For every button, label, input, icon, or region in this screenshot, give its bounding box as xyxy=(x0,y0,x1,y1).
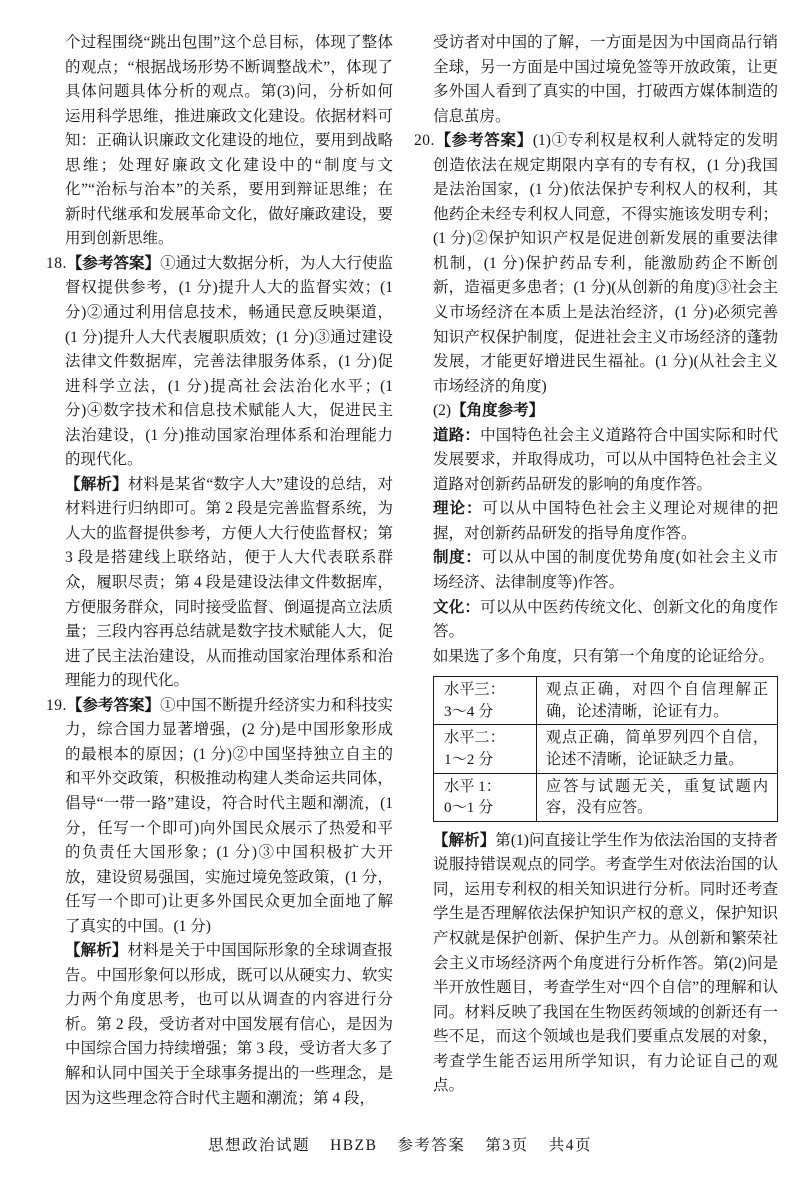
item-number-19: 19. xyxy=(46,696,67,714)
page-footer xyxy=(0,1133,800,1155)
rubric-row-level2 xyxy=(434,725,778,773)
paragraph-text: 受访者对中国的了解，一方面是因为中国商品行销全球，另一方面是中国过境免签等开放政策，让更多外国人看到了真实的中国，打破西方媒体制造的信息茧房。 xyxy=(433,34,778,125)
rubric-desc: 观点正确，对四个自信理解正确，论述清晰，论证有力。 xyxy=(546,681,768,720)
angle-reference-label: 【角度参考】 xyxy=(451,402,545,420)
analysis-20-paragraph xyxy=(414,829,778,1099)
paragraph-text: 材料是关于中国国际形象的全球调查报告。中国形象何以形成，既可以从硬实力、软实力两个角度思考，也可以从调查的内容进行分析。第 2 段，受访者对中国发展有信心，是因为中国综合国力持续增强；第 3 段，受访者大多了解和认同中国关于全球事务提出的一些理念，是因为这些理念符合时代主题和潮流；第 4 段， xyxy=(65,942,393,1107)
rubric-row-level1 xyxy=(434,773,778,821)
analysis-19-paragraph xyxy=(46,939,393,1111)
rubric-score: 0～1 分 xyxy=(444,799,494,817)
rubric-desc-cell xyxy=(537,677,778,725)
angle-reference-heading xyxy=(414,399,778,424)
rubric-level-cell xyxy=(434,773,537,821)
angle-culture-paragraph xyxy=(414,596,778,645)
angle-culture-label: 文化： xyxy=(433,598,481,616)
answer-20-paragraph xyxy=(414,129,778,399)
analysis-label: 【解析】 xyxy=(65,475,128,493)
paragraph-text: 可以从中国特色社会主义理论对规律的把握，对创新药品研发的指导角度作答。 xyxy=(433,500,778,542)
answer-19-paragraph xyxy=(46,694,393,939)
paragraph-text: 第(1)问直接让学生作为依法治国的支持者说服持错误观点的同学。考查学生对依法治国的认同，运用专利权的相关知识进行分析。同时还考查学生是否理解依法保护知识产权的意义，保护知识产权就是保护创新、保护生产力。从创新和繁荣社会主义市场经济两个角度进行分析作答。第(2)问是半开放性题目，考查学生对“四个自信”的理解和认同。材料反映了我国在生物医药领域的创新还有一些不足，而这个领域也是我们要重点发展的对象，考查学生能否运用所学知识，有力论证自己的观点。 xyxy=(433,831,778,1095)
continued-analysis-17-paragraph xyxy=(46,31,393,252)
reference-answer-label: 【参考答案】 xyxy=(66,254,161,272)
paragraph-text: (1)①专利权是权利人就特定的发明创造依法在规定期限内享有的专有权，(1 分)我国是法治国家，(1 分)依法保护专利权人的权利，其他药企未经专利权人同意，不得实施该发明专利；(1 分)②保护知识产权是促进创新发展的重要法律机制，(1 分)保护药品专利，能激励药企不断创新，造福更多患者；(1 分)(从创新的角度)③社会主义市场经济在本质上是法治经济，(1 分)必须完善知识产权保护制度，促进社会主义市场经济的蓬勃发展，才能更好增进民生福祉。(1 分)(从社会主义市场经济的角度) xyxy=(433,132,778,395)
item-number-20: 20. xyxy=(414,132,435,150)
rubric-row-level3 xyxy=(434,677,778,725)
paragraph-text: 中国特色社会主义道路符合中国实际和时代发展要求，并取得成功，可以从中国特色社会主义道路对创新药品研发的影响的角度作答。 xyxy=(433,426,778,493)
angle-road-label: 道路： xyxy=(433,426,481,444)
angle-theory-paragraph xyxy=(414,497,778,546)
rubric-desc: 观点正确，简单罗列四个自信，论述不清晰，论证缺乏力量。 xyxy=(546,729,768,768)
paragraph-text: 材料是某省“数字人大”建设的总结，对材料进行归纳即可。第 2 段是完善监督系统，为人大的监督提供参考，方便人大行使监督权；第 3 段是搭建线上联络站，便于人大代表联系群众，履职尽责；第 4 段是建设法律文件数据库，方便服务群众，同时接受监督、倒逼提高立法质量；三段内容再总结就是数字技术赋能人大，促进了民主法治建设，从而推动国家治理体系和治理能力的现代化。 xyxy=(65,475,393,690)
rubric-level: 水平 1： xyxy=(444,777,501,795)
continued-analysis-19-paragraph xyxy=(414,31,778,129)
rubric-score: 1～2 分 xyxy=(444,751,494,768)
scoring-rubric-table xyxy=(433,676,778,822)
item-number-18: 18. xyxy=(46,254,67,272)
footer-page-number: 第3页 xyxy=(485,1137,529,1154)
footer-answers-label: 参考答案 xyxy=(397,1137,466,1154)
rubric-desc-cell xyxy=(537,773,778,821)
paragraph-text: 如果选了多个角度，只有第一个角度的论证给分。 xyxy=(433,647,775,665)
analysis-label: 【解析】 xyxy=(433,831,496,849)
paragraph-text: 个过程围绕“跳出包围”这个总目标，体现了整体的观点；“根据战场形势不断调整战术”，体现了具体问题具体分析的观点。第(3)问，分析如何运用科学思维，推进廉政文化建设。依据材料可知：正确认识廉政文化建设的地位，要用到战略思维；处理好廉政文化建设中的“制度与文化”“治标与治本”的关系，要用到辩证思维；在新时代继承和发展革命文化，做好廉政建设，要用到创新思维。 xyxy=(65,34,393,248)
paragraph-text: ①通过大数据分析，为人大行使监督权提供参考，(1 分)提升人大的监督实效；(1 分)②通过利用信息技术，畅通民意反映渠道，(1 分)提升人大代表履职质效；(1 分)③通过建设法律文件数据库，完善法律服务体系，(1 分)促进科学立法，(1 分)提高社会法治化水平；(1 分)④数字技术和信息技术赋能人大，促进民主法治建设，(1 分)推动国家治理体系和治理能力的现代化。 xyxy=(65,254,393,469)
paragraph-text: 可以从中医药传统文化、创新文化的角度作答。 xyxy=(433,598,778,641)
scoring-note-paragraph xyxy=(414,645,778,670)
rubric-desc: 应答与试题无关，重复试题内容，没有应答。 xyxy=(546,777,768,817)
angle-system-paragraph xyxy=(414,546,778,595)
paragraph-text: 可以从中国的制度优势角度(如社会主义市场经济、法律制度等)作答。 xyxy=(433,549,778,592)
rubric-level: 水平二： xyxy=(444,729,505,747)
angle-road-paragraph xyxy=(414,424,778,498)
left-column xyxy=(46,31,393,1111)
analysis-18-paragraph xyxy=(46,473,393,694)
footer-code: HBZB xyxy=(330,1137,378,1154)
answer-18-paragraph xyxy=(46,252,393,473)
rubric-level-cell xyxy=(434,677,537,725)
right-column xyxy=(414,31,778,1099)
reference-answer-label: 【参考答案】 xyxy=(434,132,533,150)
rubric-desc-cell xyxy=(537,725,778,773)
rubric-level: 水平三： xyxy=(444,681,505,699)
reference-answer-label: 【参考答案】 xyxy=(66,696,161,714)
footer-total-pages: 共4页 xyxy=(548,1137,592,1154)
analysis-label: 【解析】 xyxy=(65,942,128,960)
paragraph-text: ①中国不断提升经济实力和科技实力，综合国力显著增强，(2 分)是中国形象形成的最根本的原因；(1 分)②中国坚持独立自主的和平外交政策，积极推动构建人类命运共同体，倡导“一带一路”建设，符合时代主题和潮流，(1 分，任写一个即可)向外国民众展示了热爱和平的负责任大国形象；(1 分)③中国积极扩大开放，建设贸易强国，实施过境免签政策，(1 分，任写一个即可)让更多外国民众更加全面地了解了真实的中国。(1 分) xyxy=(65,696,393,935)
angle-theory-label: 理论： xyxy=(433,500,483,518)
footer-doc-title: 思想政治试题 xyxy=(208,1137,311,1154)
rubric-score: 3～4 分 xyxy=(444,702,494,720)
angle-system-label: 制度： xyxy=(433,549,482,567)
part-number: (2) xyxy=(433,402,452,420)
rubric-level-cell xyxy=(434,725,537,773)
